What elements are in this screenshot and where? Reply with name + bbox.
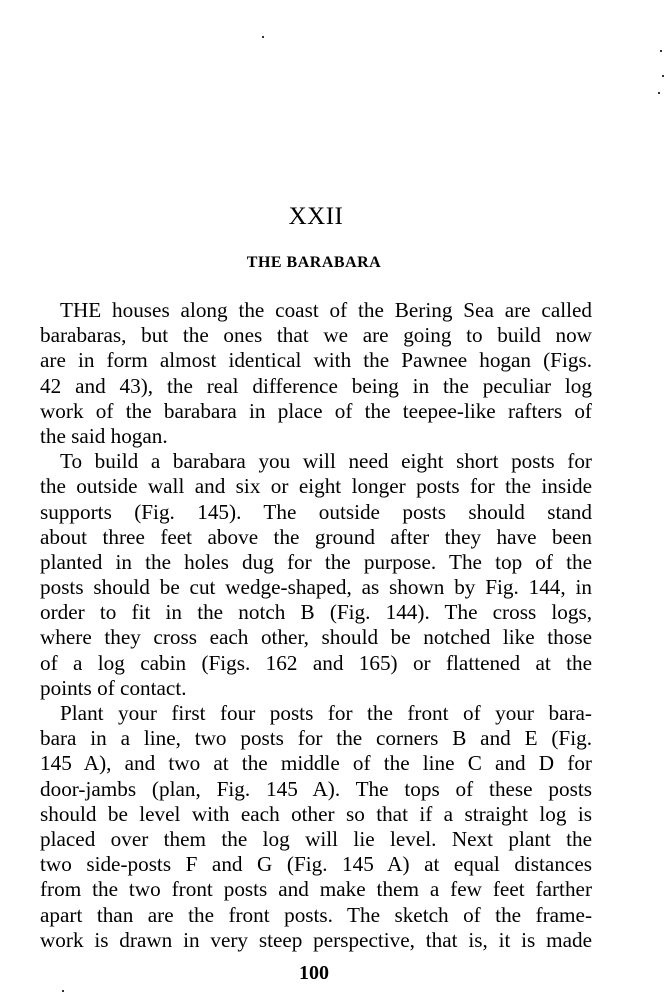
- text-line: bara in a line, two posts for the corners B and E (Fig.: [40, 726, 592, 751]
- text-line: work is drawn in very steep perspective, that is, it is made: [40, 927, 592, 952]
- text-line: about three feet above the ground after they have been: [40, 524, 592, 549]
- text-line: THE houses along the coast of the Bering Sea are called: [60, 298, 592, 322]
- scan-speck: [62, 990, 64, 992]
- scan-speck: [660, 50, 662, 52]
- text-line: Plant your first four posts for the front of your bara-: [60, 701, 592, 725]
- text-line: of a log cabin (Figs. 162 and 165) or flattened at the: [40, 650, 592, 675]
- paragraph-2: [40, 449, 592, 701]
- scan-speck: [262, 36, 264, 38]
- text-line: 145 A), and two at the middle of the line C and D for: [40, 751, 592, 776]
- text-line: barabaras, but the ones that we are going to build now: [40, 323, 592, 348]
- text-line: points of contact.: [40, 675, 187, 700]
- text-line: work of the barabara in place of the teepee-like rafters of: [40, 398, 592, 423]
- scan-speck: [662, 75, 664, 77]
- text-line: supports (Fig. 145). The outside posts should stand: [40, 499, 592, 524]
- text-line: the outside wall and six or eight longer posts for the inside: [40, 474, 592, 499]
- text-line: placed over them the log will lie level. Next plant the: [40, 826, 592, 851]
- text-line: where they cross each other, should be notched like those: [40, 625, 592, 650]
- text-line: from the two front posts and make them a few feet farther: [40, 877, 592, 902]
- text-line: door-jambs (plan, Fig. 145 A). The tops of these posts: [40, 776, 592, 801]
- page-number: 100: [299, 962, 329, 984]
- text-line: To build a barabara you will need eight short posts for: [60, 449, 592, 474]
- text-line: apart than are the front posts. The sketch of the frame-: [40, 902, 592, 927]
- scan-speck: [658, 92, 660, 94]
- chapter-title: THE BARABARA: [246, 254, 382, 271]
- paragraph-3: [40, 701, 592, 953]
- text-line: planted in the holes dug for the purpose. The top of the: [40, 549, 592, 574]
- text-line: order to fit in the notch B (Fig. 144). The cross logs,: [40, 600, 592, 625]
- text-line: should be level with each other so that if a straight log is: [40, 801, 592, 826]
- text-line: are in form almost identical with the Pawnee hogan (Figs.: [40, 348, 592, 373]
- text-line: two side-posts F and G (Fig. 145 A) at equal distances: [40, 852, 592, 877]
- text-line: the said hogan.: [40, 423, 168, 448]
- chapter-number: XXII: [288, 203, 344, 230]
- text-line: posts should be cut wedge-shaped, as shown by Fig. 144, in: [40, 575, 592, 600]
- paragraph-1: [40, 298, 592, 449]
- body-text: [40, 298, 592, 953]
- text-line: 42 and 43), the real difference being in the peculiar log: [40, 373, 592, 398]
